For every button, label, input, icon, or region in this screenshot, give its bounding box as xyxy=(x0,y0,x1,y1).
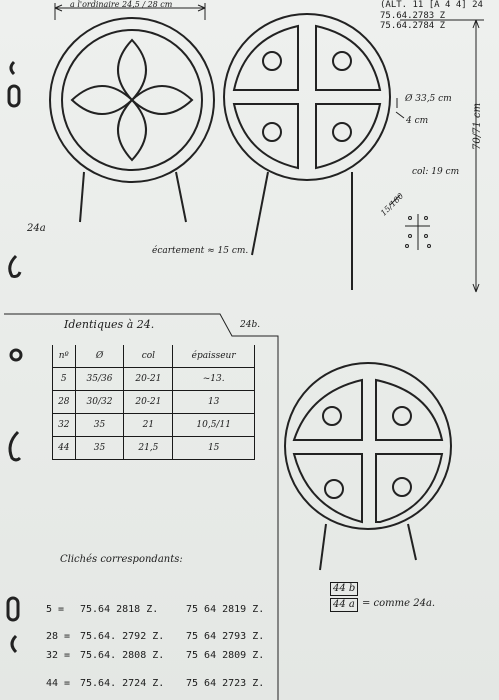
table-cell: 20-21 xyxy=(124,391,173,414)
height-label: 70/71 cm xyxy=(472,102,483,150)
table-cell: 35/36 xyxy=(75,368,124,391)
angle-label: 15/180 xyxy=(378,191,406,218)
cliche-ref: 75.64. 2724 Z. xyxy=(80,678,165,689)
thickness-label: 4 cm xyxy=(406,116,429,126)
figure-label-24b: 24b. xyxy=(240,320,261,330)
table-cell: 13 xyxy=(173,391,255,414)
column-header: épaisseur xyxy=(173,345,255,368)
drawing-24b xyxy=(285,363,451,570)
label-box-44a: 44 a xyxy=(330,598,358,612)
figure-label-24a: 24a xyxy=(27,223,46,234)
cliche-ref: 75.64. 2792 Z. xyxy=(80,631,165,642)
drawing-24a-left xyxy=(50,18,214,222)
table-cell: 32 xyxy=(53,414,76,437)
table-cell: 28 xyxy=(53,391,76,414)
cliche-ref: 75 64 2809 Z. xyxy=(186,650,265,661)
table-cell: 5 xyxy=(53,368,76,391)
table-cell: 20-21 xyxy=(124,368,173,391)
table-cell: 35 xyxy=(75,414,124,437)
cliche-ref: 75 64 2819 Z. xyxy=(186,604,265,615)
cliche-ref: 75 64 2793 Z. xyxy=(186,631,265,642)
section-heading: Identiques à 24. xyxy=(64,318,155,331)
reference-number: 75.64.2783 Z xyxy=(380,11,446,21)
measurements-table xyxy=(52,345,255,460)
same-as-note: = comme 24a. xyxy=(362,598,436,609)
cliche-number: 5 = xyxy=(46,604,65,615)
cliche-ref: 75.64 2818 Z. xyxy=(80,604,159,615)
binder-marks xyxy=(8,62,21,652)
table-cell: 10,5/11 xyxy=(173,414,255,437)
cliches-heading: Clichés correspondants: xyxy=(60,554,183,565)
alt-label: (ALT. 11 [A 4 4] 24 xyxy=(380,0,483,10)
reference-number: 75.64.2784 Z xyxy=(380,21,446,31)
table-row xyxy=(53,368,255,391)
cliche-number: 32 = xyxy=(46,650,71,661)
table-cell: 15 xyxy=(173,437,255,460)
cliche-ref: 75.64. 2808 Z. xyxy=(80,650,165,661)
spacing-label: écartement ≈ 15 cm. xyxy=(152,246,249,256)
table-cell: 35 xyxy=(75,437,124,460)
diameter-label: Ø 33,5 cm xyxy=(405,94,452,104)
column-header: nº xyxy=(53,345,76,368)
table-cell: 21 xyxy=(124,414,173,437)
neck-label: col: 19 cm xyxy=(412,167,460,177)
table-cell: 21,5 xyxy=(124,437,173,460)
table-cell: 44 xyxy=(53,437,76,460)
column-header: Ø xyxy=(75,345,124,368)
label-box-44b: 44 b xyxy=(330,582,358,596)
table-row xyxy=(53,414,255,437)
drawing-24a-right xyxy=(224,14,390,290)
column-header: col xyxy=(124,345,173,368)
table-cell: 30/32 xyxy=(75,391,124,414)
cliche-number: 28 = xyxy=(46,631,71,642)
table-row xyxy=(53,391,255,414)
table-header-row xyxy=(53,345,255,368)
table-row xyxy=(53,437,255,460)
dimension-label: a l'ordinaire 24,5 / 28 cm xyxy=(70,0,173,9)
cliche-ref: 75 64 2723 Z. xyxy=(186,678,265,689)
cliche-number: 44 = xyxy=(46,678,71,689)
table-cell: ~13. xyxy=(173,368,255,391)
